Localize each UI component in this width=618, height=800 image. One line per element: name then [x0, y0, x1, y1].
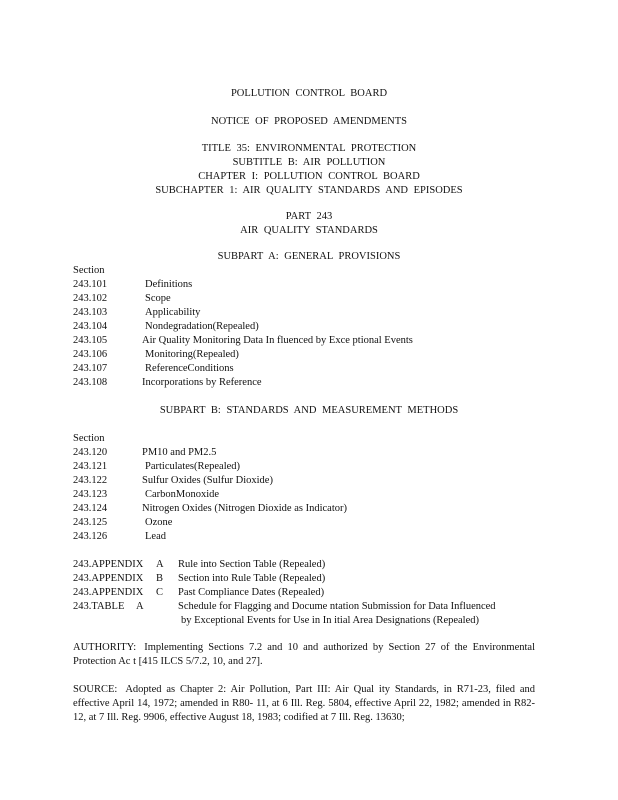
section-number: 243.121	[73, 461, 108, 472]
section-number: 243.106	[73, 349, 108, 360]
part-name-line: AIR QUALITY STANDARDS	[240, 225, 378, 236]
section-number: 243.101	[73, 279, 108, 290]
subtitle-line: SUBTITLE B: AIR POLLUTION	[232, 157, 386, 168]
appendix-letter: C	[156, 587, 164, 598]
section-title: CarbonMonoxide	[145, 489, 220, 500]
appendix-title: Past Compliance Dates (Repealed)	[178, 587, 325, 598]
section-number: 243.103	[73, 307, 108, 318]
section-title: Incorporations by Reference	[142, 377, 262, 388]
section-number: 243.123	[73, 489, 108, 500]
appendix-title: Section into Rule Table (Repealed)	[178, 573, 326, 584]
section-title: Sulfur Oxides (Sulfur Dioxide)	[142, 475, 273, 486]
section-number: 243.125	[73, 517, 108, 528]
appendix-code: 243.APPENDIX	[73, 559, 144, 570]
section-number: 243.104	[73, 321, 108, 332]
section-title: Air Quality Monitoring Data In fluenced by Exce ptional Events	[142, 335, 413, 346]
part-line: PART 243	[285, 211, 333, 222]
table-code: 243.TABLE	[73, 601, 125, 612]
title-line: TITLE 35: ENVIRONMENTAL PROTECTION	[201, 143, 417, 154]
source-label: SOURCE:	[73, 684, 118, 695]
section-number: 243.124	[73, 503, 108, 514]
section-number: 243.122	[73, 475, 108, 486]
board-heading: POLLUTION CONTROL BOARD	[230, 88, 388, 99]
authority-paragraph	[73, 641, 535, 669]
table-title: Schedule for Flagging and Docume ntation Submission for Data Influenced	[178, 601, 496, 612]
section-number: 243.108	[73, 377, 108, 388]
subpart-b-heading: SUBPART B: STANDARDS AND MEASUREMENT METHODS	[159, 405, 459, 416]
section-title: Definitions	[145, 279, 193, 290]
section-title: PM10 and PM2.5	[142, 447, 217, 458]
section-number: 243.102	[73, 293, 108, 304]
source-text: Adopted as Chapter 2: Air Pollution, Part III: Air Qual ity Standards, in R71-23, filed and effective April 14, 1972; amended in R80- 11, at 6 Ill. Reg. 5804, effective April 22, 1982; amended in R82-12, at 7 Ill. Reg. 9906, effective August 18, 1983; codified at 7 Ill. Reg. 13630;	[73, 684, 535, 723]
section-label-b: Section	[73, 433, 105, 444]
section-title: Lead	[145, 531, 166, 542]
authority-label: AUTHORITY:	[73, 642, 137, 653]
section-number: 243.105	[73, 335, 108, 346]
section-label-a: Section	[73, 265, 105, 276]
section-title: Scope	[145, 293, 171, 304]
section-title: Applicability	[145, 307, 201, 318]
subpart-a-heading: SUBPART A: GENERAL PROVISIONS	[217, 251, 401, 262]
table-letter: A	[136, 601, 144, 612]
source-paragraph	[73, 683, 535, 725]
appendix-letter: A	[156, 559, 164, 570]
section-title: Ozone	[145, 517, 173, 528]
appendix-letter: B	[156, 573, 164, 584]
section-number: 243.120	[73, 447, 108, 458]
section-title: ReferenceConditions	[145, 363, 234, 374]
appendix-code: 243.APPENDIX	[73, 573, 144, 584]
section-title: Monitoring(Repealed)	[145, 349, 239, 360]
section-title: Nondegradation(Repealed)	[145, 321, 259, 332]
section-number: 243.107	[73, 363, 108, 374]
subchapter-line: SUBCHAPTER 1: AIR QUALITY STANDARDS AND EPISODES	[155, 185, 463, 196]
section-title: Nitrogen Oxides (Nitrogen Dioxide as Indicator)	[142, 503, 347, 514]
appendix-title: Rule into Section Table (Repealed)	[178, 559, 326, 570]
authority-text: Implementing Sections 7.2 and 10 and authorized by Section 27 of the Environmental Protection Ac t [415 ILCS 5/7.2, 10, and 27].	[73, 642, 535, 667]
section-title: Particulates(Repealed)	[145, 461, 241, 472]
section-number: 243.126	[73, 531, 108, 542]
appendix-code: 243.APPENDIX	[73, 587, 144, 598]
notice-heading: NOTICE OF PROPOSED AMENDMENTS	[211, 116, 407, 127]
table-title-continued: by Exceptional Events for Use in In itial Area Designations (Repealed)	[181, 615, 479, 626]
chapter-line: CHAPTER I: POLLUTION CONTROL BOARD	[198, 171, 420, 182]
